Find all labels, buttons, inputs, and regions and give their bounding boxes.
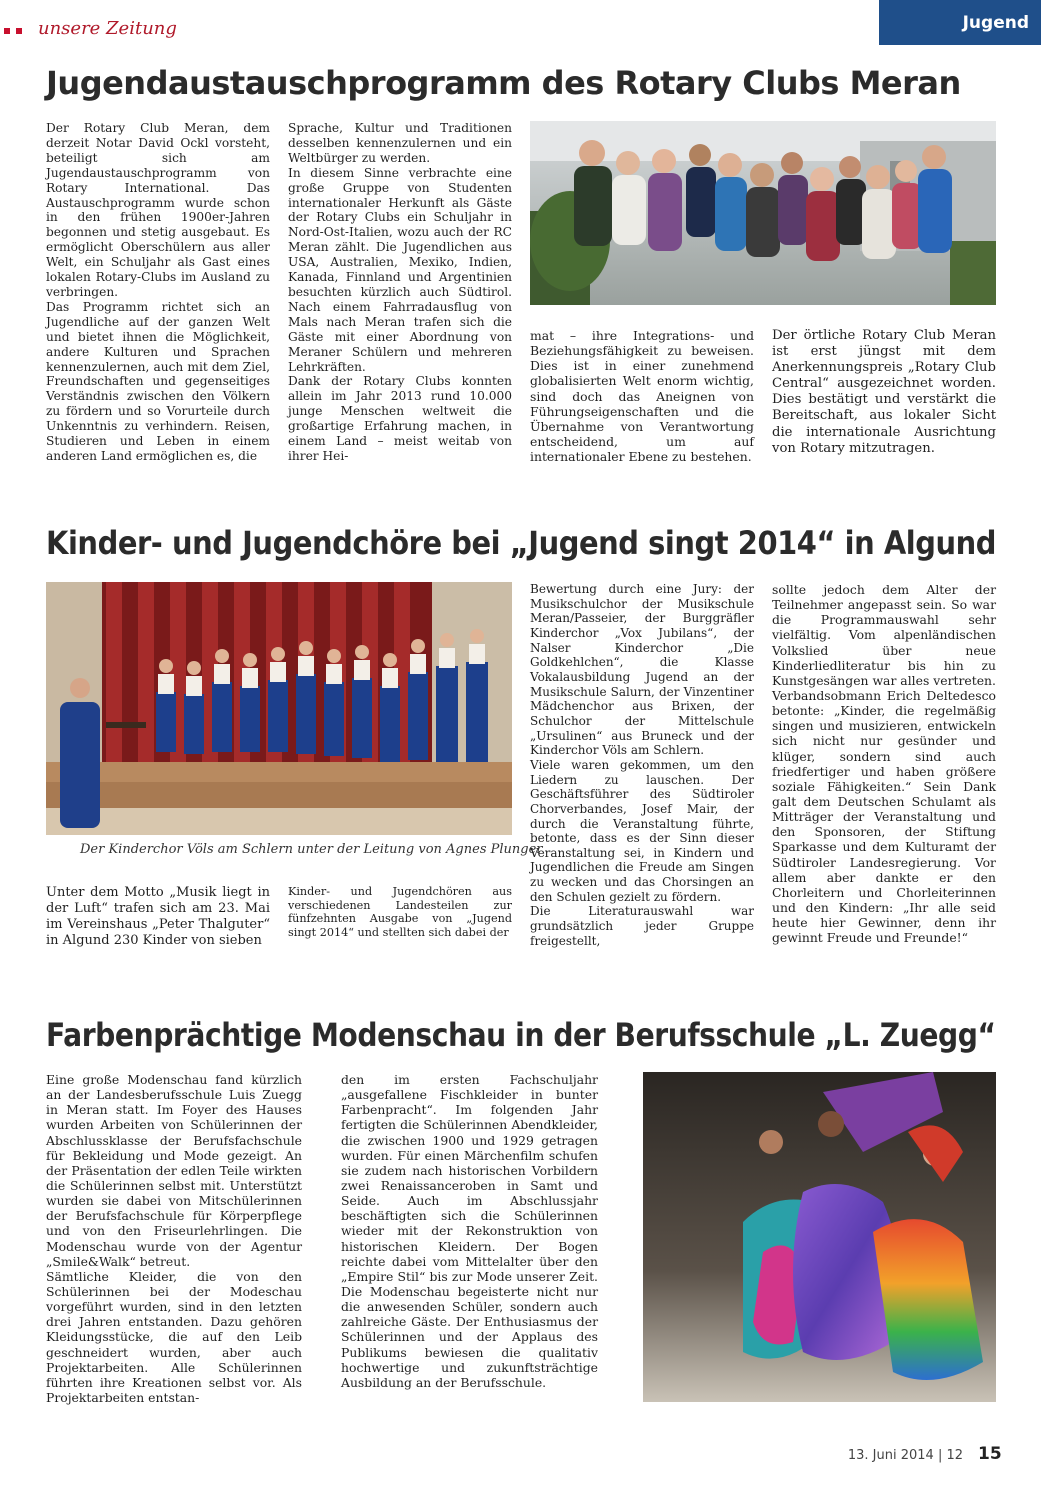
article2-col4: [772, 582, 996, 945]
paragraph: den im ersten Fachschuljahr „ausgefallene Fischkleider in bunter Farbenpracht“. Im folgenden Jahr fertigten die Schülerinnen Abendkleider, die zwischen 1900 und 1929 getragen wurden. Für einen Märchenfilm schufen sie zudem nach historischen Vorbildern zwei Renaissanceroben in Samt und Seide. Auch im Abschlussjahr beschäftigten sich die Schülerinnen wieder mit der Rekonstruktion von historischen Kleidern. Der Bogen reichte dabei vom Mittelalter über den „Empire Stil“ bis zur Mode unserer Zeit. Die Modenschau begeisterte nicht nur die anwesenden Schüler, sondern auch zahlreiche Gäste. Der Enthusiasmus der Schülerinnen und der Applaus des Publikums bewiesen die qualitativ hochwertige und zukunftsträchtige Ausbildung an der Berufsschule.: [341, 1072, 598, 1390]
rotary-group-photo: [530, 121, 996, 305]
paragraph: mat – ihre Integrations- und Beziehungsfähigkeit zu beweisen. Dies ist in einer zunehmend globalisierten Welt enorm wichtig, sind doch das Aneignen von Führungseigenschaften und die Übernahme von Verantwortung entscheidend, um auf internationaler Ebene zu bestehen.: [530, 328, 754, 465]
paragraph: sollte jedoch dem Alter der Teilnehmer angepasst sein. So war die Programmauswahl sehr vielfältig. Vom alpenländischen Volkslied über neue Kinderliedliteratur bis hin zu Kunstgesängen war alles vertreten.: [772, 582, 996, 688]
paragraph: Sprache, Kultur und Traditionen desselben kennenzulernen und ein Weltbürger zu werden.: [288, 121, 512, 165]
paragraph: Der örtliche Rotary Club Meran ist erst jüngst mit dem Anerkennungspreis „Rotary Club Central“ ausgezeichnet worden. Dies bestätigt und verstärkt die Bereitschaft, aus lokaler Sicht die internationale Ausrichtung von Rotary mitzutragen.: [772, 328, 996, 456]
article2-col2: [288, 885, 512, 940]
article2-title: Kinder- und Jugendchöre bei „Jugend singt 2014“ in Algund: [46, 524, 997, 562]
choir-photo: [46, 582, 512, 835]
paragraph: Verbandsobmann Erich Deltedescо betonte: „Kinder, die regelmäßig singen und musizieren, entwickeln sich nicht nur gesünder und klüger, sondern sind auch friedfertiger und haben größere soziale Fähigkeiten.“ Sein Dank galt dem Deutschen Schulamt als Mitträger der Veranstaltung und den Sponsoren, der Stiftung Sparkasse und dem Kulturamt der Südtiroler Landesregierung. Vor allem aber dankte er den Chorleitern und Chorleiterinnen und den Kindern: „Ihr alle seid heute hier Gewinner, denn ihr gewinnt Freude und Freunde!“: [772, 687, 996, 946]
paragraph: Unter dem Motto „Musik liegt in der Luft“ trafen sich am 23. Mai im Vereinshaus „Peter Thalguter“ in Algund 230 Kinder von sieben: [46, 885, 270, 948]
brand-dots-icon: [4, 28, 28, 34]
paragraph: In diesem Sinne verbrachte eine große Gruppe von Studenten internationaler Herkunft als Gäste der Rotary Clubs ein Schuljahr in Nord-Ost-Italien, wozu auch der RC Meran zählt. Die Jugendlichen aus USA, Australien, Mexiko, Indien, Kanada, Finnland und Argentinien besuchten kürzlich auch Südtirol. Nach einem Fahrradausflug von Mals nach Meran trafen sich die Gäste mit einer Abordnung von Meraner Schülern und mehreren Lehrkräften.: [288, 165, 512, 374]
article2-col1: [46, 885, 270, 948]
article1-col4: [772, 328, 996, 457]
paragraph: Bewertung durch eine Jury: der Musikschulchor der Musikschule Meran/Passeier, der Burggräfler Kinderchor „Vox Jubilans“, der Nalser Kinderchor „Die Goldkehlchen“, die Klasse Vokalausbildung Jugend an der Musikschule Salurn, der Vinzentiner Mädchenchor aus Brixen, der Schulchor der Mittelschule „Ursulinen“ aus Bruneck und der Kinderchor Völs am Schlern.: [530, 582, 754, 758]
article2-col3: [530, 582, 754, 948]
article3-col1: [46, 1072, 302, 1405]
paragraph: Eine große Modenschau fand kürzlich an der Landesberufsschule Luis Zuegg in Meran statt. Im Foyer des Hauses wurden Arbeiten von Schülerinnen der Abschlussklasse der Berufsfachschule für Bekleidung und Mode gezeigt. An der Präsentation der edlen Teile wirkten die Schülerinnen selbst mit. Unterstützt wurden sie dabei von Mitschülerinnen der Berufsfachschule für Körperpflege und von den Friseurlehrlingen. Die Modenschau wurde von der Agentur „Smile&Walk“ betreut.: [46, 1072, 302, 1269]
paragraph: Kinder- und Jugendchören aus verschiedenen Landesteilen zur fünfzehnten Ausgabe von „Jugend singt 2014“ und stellten sich dabei der: [288, 885, 512, 940]
brand-logo: unsere Zeitung: [38, 18, 177, 39]
article1-col3: [530, 328, 754, 464]
paragraph: Das Programm richtet sich an Jugendliche auf der ganzen Welt und bietet ihnen die Möglichkeit, andere Kulturen und Sprachen kennenzulernen, auch mit dem Ziel, Freundschaften und gegenseitiges Verständnis zwischen den Völkern zu fördern und so Vorurteile durch Unkenntnis zu verhindern. Reisen, Studieren und Leben in einem anderen Land ermöglichen es, die: [46, 299, 270, 463]
paragraph: Die Literaturauswahl war grundsätzlich jeder Gruppe freigestellt,: [530, 904, 754, 948]
article1-col1: [46, 121, 270, 464]
section-label: Jugend: [962, 12, 1029, 33]
article1-col2: [288, 121, 512, 464]
paragraph: Sämtliche Kleider, die von den Schülerinnen bei der Modeschau vorgeführt wurden, sind in den letzten drei Jahren entstanden. Dazu gehören Kleidungsstücke, die auf den Leib geschneidert wurden, aber auch Projektarbeiten. Alle Schülerinnen führten ihre Kreationen selbst vor. Als Projektarbeiten entstan-: [46, 1268, 302, 1405]
issue-date: 13. Juni 2014 | 12: [847, 1448, 963, 1463]
page-number: 15: [978, 1444, 1002, 1464]
paragraph: Viele waren gekommen, um den Liedern zu lauschen. Der Geschäftsführer des Südtiroler Chorverbandes, Josef Mair, der durch die Veranstaltung führte, betonte, dass es der Sinn dieser Veranstaltung sei, in Kindern und Jugendlichen die Freude am Singen zu wecken und das Chorsingen an den Schulen gezielt zu fördern.: [530, 757, 754, 904]
article1-title: Jugendaustauschprogramm des Rotary Clubs Meran: [46, 64, 961, 102]
paragraph: Der Rotary Club Meran, dem derzeit Notar David Ockl vorsteht, beteiligt sich am Jugendaustauschprogramm von Rotary International. Das Austauschprogramm wurde schon in den frühen 1900er-Jahren begonnen und stetig ausgebaut. Es ermöglicht Oberschülern aus aller Welt, ein Schuljahr als Gast eines lokalen Rotary-Clubs im Ausland zu verbringen.: [46, 121, 270, 299]
fashion-show-photo: [643, 1072, 996, 1402]
paragraph: Dank der Rotary Clubs konnten allein im Jahr 2013 rund 10.000 junge Menschen weltweit die großartige Erfahrung machen, in einem Land – meist weitab von ihrer Hei-: [288, 374, 512, 463]
choir-photo-caption: Der Kinderchor Völs am Schlern unter der Leitung von Agnes Plunger: [80, 842, 543, 857]
article3-title: Farbenprächtige Modenschau in der Berufsschule „L. Zuegg“: [46, 1016, 996, 1054]
section-tag: [879, 0, 1041, 45]
article3-col2: [341, 1072, 598, 1390]
